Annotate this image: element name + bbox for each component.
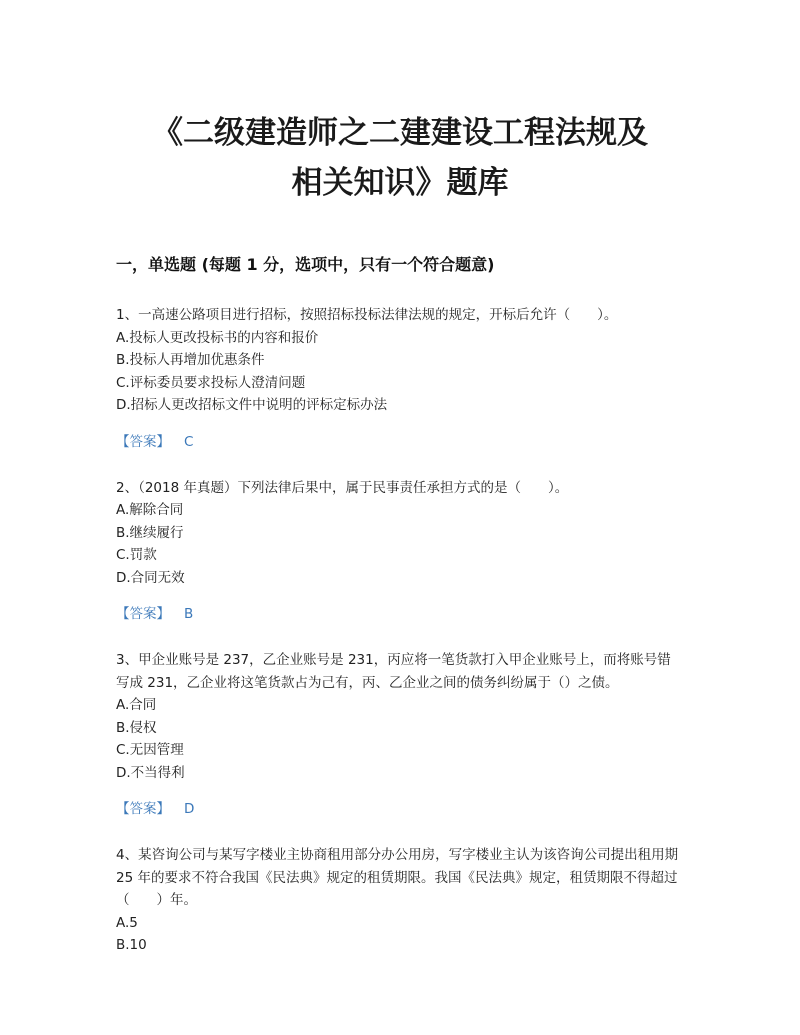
answer-value: B — [184, 606, 194, 622]
answer-line — [116, 431, 684, 453]
option-c: C.评标委员要求投标人澄清问题 — [116, 374, 306, 391]
option-a: A.合同 — [116, 697, 157, 713]
option-c: C.罚款 — [116, 547, 157, 563]
option-d: D.不当得利 — [116, 764, 185, 781]
question-2 — [116, 477, 684, 626]
answer-line — [116, 798, 684, 820]
option-c: C.无因管理 — [116, 742, 184, 758]
answer-value: D — [184, 801, 195, 817]
answer-label: 【答案】 — [116, 433, 170, 450]
answer-value: C — [184, 433, 194, 450]
section-heading: 一，单选题 (每题 1 分，选项中，只有一个符合题意) — [116, 255, 495, 274]
option-b: B.投标人再增加优惠条件 — [116, 352, 265, 368]
question-text: 4、某咨询公司与某写字楼业主协商租用部分办公用房，写字楼业主认为该咨询公司提出租用期 25 年的要求不符合我国《民法典》规定的租赁期限。我国《民法典》规定，租赁期限不得超过（ ）年。 — [116, 847, 679, 908]
option-b: B.10 — [116, 937, 147, 953]
page-title — [116, 108, 684, 208]
option-b: B.继续履行 — [116, 524, 184, 541]
option-a: A.5 — [116, 914, 138, 931]
question-4 — [116, 844, 684, 957]
question-text: 3、甲企业账号是 237，乙企业账号是 231，丙应将一笔货款打入甲企业账号上，而将账号错写成 231，乙企业将这笔货款占为己有，丙、乙企业之间的债务纠纷属于（）之债。 — [116, 652, 671, 691]
question-3 — [116, 649, 684, 820]
option-b: B.侵权 — [116, 719, 157, 736]
page-title-line-2: 相关知识》题库 — [291, 165, 509, 201]
question-1 — [116, 304, 684, 453]
question-text: 2、（2018 年真题）下列法律后果中，属于民事责任承担方式的是（ ）。 — [116, 479, 569, 496]
option-a: A.投标人更改投标书的内容和报价 — [116, 329, 319, 346]
answer-label: 【答案】 — [116, 606, 170, 622]
answer-line — [116, 603, 684, 625]
question-text: 1、一高速公路项目进行招标，按照招标投标法律法规的规定，开标后允许（ ）。 — [116, 307, 618, 323]
option-d: D.招标人更改招标文件中说明的评标定标办法 — [116, 397, 388, 413]
option-a: A.解除合同 — [116, 502, 184, 518]
answer-label: 【答案】 — [116, 801, 170, 817]
page-title-line-1: 《二级建造师之二建建设工程法规及 — [152, 115, 648, 151]
option-d: D.合同无效 — [116, 569, 185, 586]
